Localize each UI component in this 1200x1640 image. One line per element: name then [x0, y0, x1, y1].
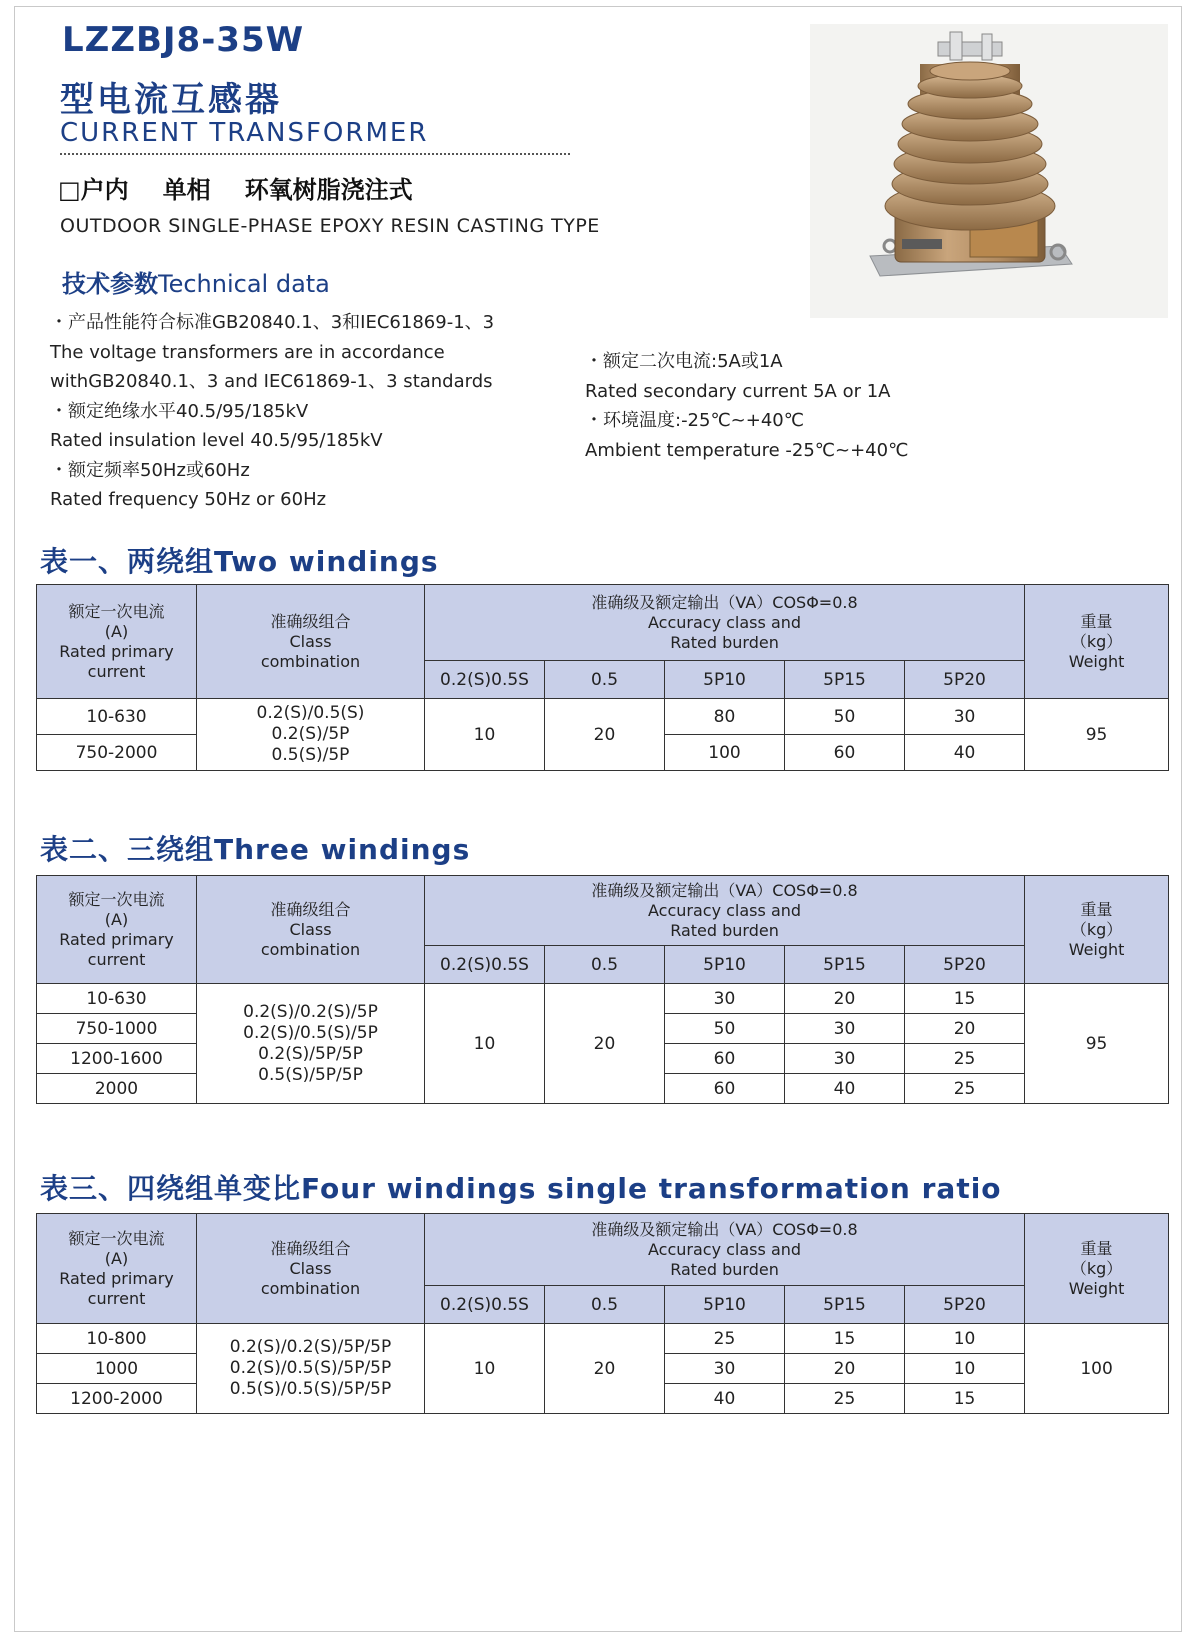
- param-line: ・额定绝缘水平40.5/95/185kV: [50, 400, 309, 422]
- param-line: Ambient temperature -25℃~+40℃: [585, 439, 909, 461]
- col-weight: 重量 （kg） Weight: [1025, 1214, 1169, 1324]
- cell-current: 1200-1600: [37, 1044, 197, 1074]
- param-line: ・额定二次电流:5A或1A: [585, 351, 783, 372]
- table-two-windings: [36, 584, 1169, 771]
- table2-heading: 表二、三绕组Three windings: [40, 833, 471, 866]
- param-line: Rated frequency 50Hz or 60Hz: [50, 489, 327, 510]
- param-line: The voltage transformers are in accordance: [50, 341, 445, 363]
- param-line: withGB20840.1、3 and IEC61869-1、3 standards: [50, 371, 493, 392]
- param-line: ・产品性能符合标准GB20840.1、3和IEC61869-1、3: [50, 312, 495, 333]
- params-right: [585, 347, 908, 465]
- cell-5p10: 30: [665, 984, 785, 1014]
- col-accuracy-class: 准确级及额定输出（VA）COSΦ=0.8 Accuracy class and Rated burden: [425, 1214, 1025, 1286]
- cell-5p20: 15: [905, 984, 1025, 1014]
- model-number: LZZBJ8-35W: [62, 20, 305, 60]
- col-class-combination: 准确级组合 Class combination: [197, 585, 425, 699]
- param-line: Rated insulation level 40.5/95/185kV: [50, 430, 383, 451]
- cell-02s: 10: [425, 1324, 545, 1414]
- tech-cn: 技术参数: [62, 270, 158, 298]
- subcol-5p15: 5P15: [785, 1286, 905, 1324]
- cell-5p15: 15: [785, 1324, 905, 1354]
- cell-05: 20: [545, 1324, 665, 1414]
- table-row: [37, 984, 1169, 1014]
- cell-weight: 95: [1025, 984, 1169, 1104]
- cell-5p20: 40: [905, 735, 1025, 771]
- cell-current: 10-630: [37, 984, 197, 1014]
- subcol-05: 0.5: [545, 661, 665, 699]
- type-epoxy: 环氧树脂浇注式: [244, 176, 413, 204]
- cell-current: 750-1000: [37, 1014, 197, 1044]
- table1-heading: 表一、两绕组Two windings: [40, 545, 439, 578]
- col-class-combination: 准确级组合 Class combination: [197, 876, 425, 984]
- english-type-line: OUTDOOR SINGLE-PHASE EPOXY RESIN CASTING TYPE: [60, 215, 600, 237]
- params-left: [50, 308, 494, 515]
- subcol-5p10: 5P10: [665, 946, 785, 984]
- cell-combination: 0.2(S)/0.5(S) 0.2(S)/5P 0.5(S)/5P: [197, 699, 425, 771]
- cell-5p10: 30: [665, 1354, 785, 1384]
- chinese-type-line: [58, 170, 447, 205]
- cell-5p15: 20: [785, 984, 905, 1014]
- table-four-windings: [36, 1213, 1169, 1414]
- cell-5p20: 10: [905, 1324, 1025, 1354]
- subcol-05: 0.5: [545, 1286, 665, 1324]
- subcol-5p15: 5P15: [785, 661, 905, 699]
- subcol-5p20: 5P20: [905, 1286, 1025, 1324]
- cell-5p15: 25: [785, 1384, 905, 1414]
- col-accuracy-class: 准确级及额定输出（VA）COSΦ=0.8 Accuracy class and Rated burden: [425, 876, 1025, 946]
- table3-heading: 表三、四绕组单变比Four windings single transformation ratio: [40, 1172, 1002, 1205]
- cell-5p10: 80: [665, 699, 785, 735]
- cell-weight: 100: [1025, 1324, 1169, 1414]
- cell-02s: 10: [425, 699, 545, 771]
- cell-combination: 0.2(S)/0.2(S)/5P 0.2(S)/0.5(S)/5P 0.2(S)/5P/5P 0.5(S)/5P/5P: [197, 984, 425, 1104]
- cell-5p20: 30: [905, 699, 1025, 735]
- subcol-5p20: 5P20: [905, 946, 1025, 984]
- type-indoor: □户内: [58, 176, 129, 204]
- col-weight: 重量 （kg） Weight: [1025, 876, 1169, 984]
- cell-weight: 95: [1025, 699, 1169, 771]
- subcol-02s: 0.2(S)0.5S: [425, 661, 545, 699]
- cell-5p15: 60: [785, 735, 905, 771]
- cell-current: 1000: [37, 1354, 197, 1384]
- transformer-product-photo: [810, 24, 1168, 318]
- cell-combination: 0.2(S)/0.2(S)/5P/5P 0.2(S)/0.5(S)/5P/5P 0.5(S)/0.5(S)/5P/5P: [197, 1324, 425, 1414]
- cell-5p10: 60: [665, 1074, 785, 1104]
- cell-current: 1200-2000: [37, 1384, 197, 1414]
- cell-5p20: 10: [905, 1354, 1025, 1384]
- cell-5p10: 100: [665, 735, 785, 771]
- col-accuracy-class: 准确级及额定输出（VA）COSΦ=0.8 Accuracy class and Rated burden: [425, 585, 1025, 661]
- english-title: CURRENT TRANSFORMER: [60, 118, 429, 148]
- subcol-5p15: 5P15: [785, 946, 905, 984]
- table-row: [37, 699, 1169, 735]
- cell-5p15: 20: [785, 1354, 905, 1384]
- subcol-5p20: 5P20: [905, 661, 1025, 699]
- cell-5p20: 25: [905, 1074, 1025, 1104]
- cell-5p10: 50: [665, 1014, 785, 1044]
- table-row: [37, 1324, 1169, 1354]
- cell-5p15: 40: [785, 1074, 905, 1104]
- dotted-divider: [60, 153, 570, 155]
- cell-5p15: 50: [785, 699, 905, 735]
- subcol-02s: 0.2(S)0.5S: [425, 1286, 545, 1324]
- cell-05: 20: [545, 984, 665, 1104]
- cell-5p10: 40: [665, 1384, 785, 1414]
- col-rated-current: 额定一次电流 (A) Rated primary current: [37, 585, 197, 699]
- cell-5p20: 25: [905, 1044, 1025, 1074]
- col-class-combination: 准确级组合 Class combination: [197, 1214, 425, 1324]
- cell-5p10: 60: [665, 1044, 785, 1074]
- type-single-phase: 单相: [162, 176, 211, 204]
- cell-5p15: 30: [785, 1044, 905, 1074]
- col-weight: 重量 （kg） Weight: [1025, 585, 1169, 699]
- param-line: ・额定频率50Hz或60Hz: [50, 459, 250, 481]
- tech-en: Technical data: [158, 270, 330, 298]
- cell-current: 10-630: [37, 699, 197, 735]
- cell-current: 10-800: [37, 1324, 197, 1354]
- chinese-title: 型电流互感器: [60, 80, 282, 120]
- cell-5p20: 20: [905, 1014, 1025, 1044]
- cell-05: 20: [545, 699, 665, 771]
- table-three-windings: [36, 875, 1169, 1104]
- cell-current: 750-2000: [37, 735, 197, 771]
- technical-data-heading: [62, 264, 330, 299]
- cell-02s: 10: [425, 984, 545, 1104]
- subcol-05: 0.5: [545, 946, 665, 984]
- subcol-5p10: 5P10: [665, 1286, 785, 1324]
- cell-current: 2000: [37, 1074, 197, 1104]
- col-rated-current: 额定一次电流 (A) Rated primary current: [37, 1214, 197, 1324]
- cell-5p15: 30: [785, 1014, 905, 1044]
- subcol-5p10: 5P10: [665, 661, 785, 699]
- param-line: Rated secondary current 5A or 1A: [585, 380, 891, 402]
- cell-5p20: 15: [905, 1384, 1025, 1414]
- subcol-02s: 0.2(S)0.5S: [425, 946, 545, 984]
- col-rated-current: 额定一次电流 (A) Rated primary current: [37, 876, 197, 984]
- cell-5p10: 25: [665, 1324, 785, 1354]
- param-line: ・环境温度:-25℃~+40℃: [585, 410, 804, 431]
